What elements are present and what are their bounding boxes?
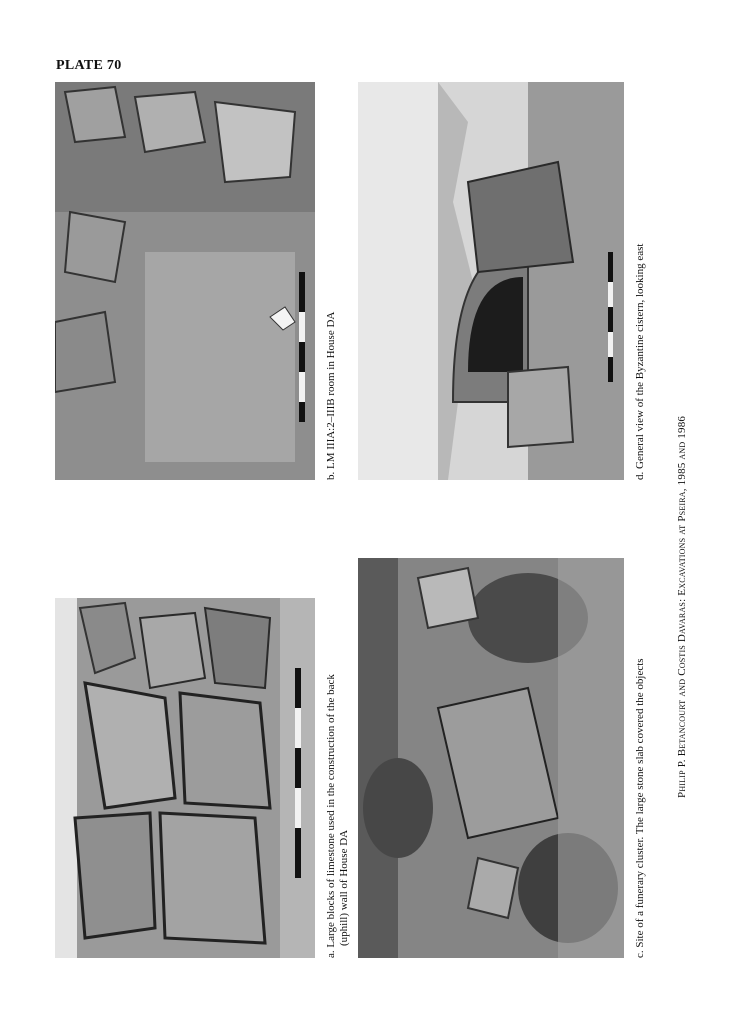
photo-d-byzantine-cistern [358,82,624,480]
footer-credit [676,416,688,798]
caption-b [325,312,338,480]
caption-b-line: b. LM IIIA:2–IIIB room in House DA [325,311,337,480]
photo-c-funerary-cluster [358,558,624,958]
photo-a-limestone-wall [55,598,315,958]
caption-a-line2: (uphill) wall of House DA [338,829,350,946]
plate-label: PLATE 70 [56,58,122,73]
caption-c-line: c. Site of a funerary cluster. The large stone slab covered the objects [634,658,646,958]
caption-d [634,244,647,480]
photo-b-room-house-da [55,82,315,480]
caption-a [325,674,351,958]
caption-c [634,658,647,958]
caption-a-line1: a. Large blocks of limestone used in the construction of the back [325,674,337,958]
footer-credit-text: Philip P. Betancourt and Costis Davaras: Excavations at Pseira, 1985 and 1986 [676,415,688,798]
caption-d-line: d. General view of the Byzantine cistern, looking east [634,243,646,480]
